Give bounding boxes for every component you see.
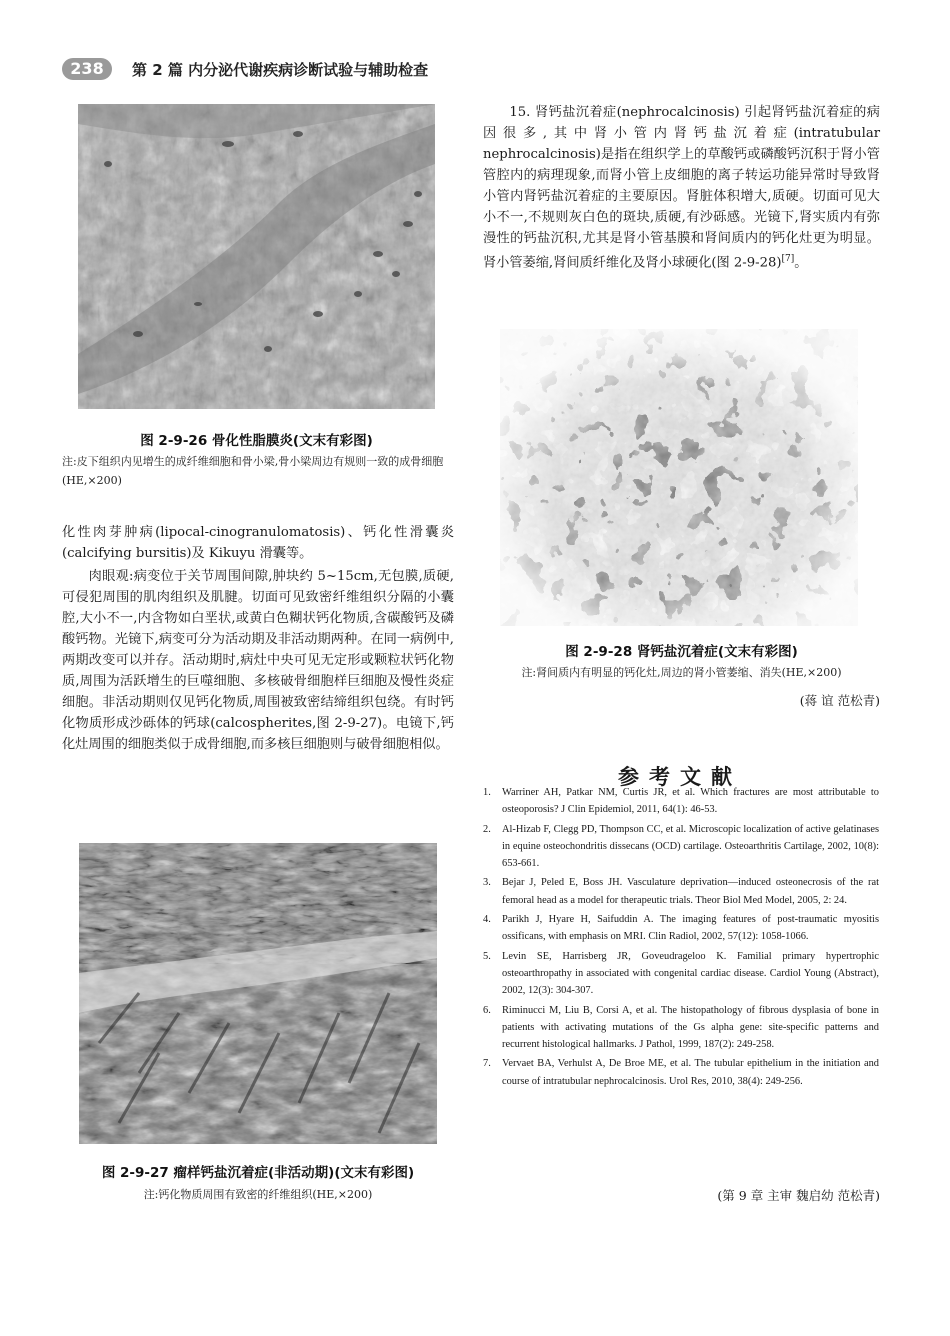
reference-number: 4. (483, 914, 491, 926)
reference-number: 3. (483, 877, 491, 889)
right-paragraph-15 (483, 102, 880, 273)
figure-2-9-28-caption: 图 2-9-28 肾钙盐沉着症(文末有彩图) (565, 644, 798, 660)
reference-item (483, 948, 879, 1000)
reference-text: Parikh J, Hyare H, Saifuddin A. The imaging features of post-traumatic myositis ossificans, with emphasis on MRI. Clin Radiol, 2002, 57(12): 1058-1066. (502, 914, 879, 943)
reference-item (483, 911, 879, 946)
references-list (483, 784, 879, 1092)
reference-number: 1. (483, 787, 491, 798)
reference-item (483, 821, 879, 873)
reference-item (483, 1055, 879, 1090)
reference-item (483, 784, 879, 819)
reference-text: Al-Hizab F, Clegg PD, Thompson CC, et al. Microscopic localization of active gelatinases in equine osteochondritis dissecans (OCD) cartilage. Osteoarthritis Cartilage, 2002, 10(8): 653-661. (502, 823, 879, 870)
reference-number: 7. (483, 1058, 491, 1070)
left-paragraph-2 (62, 566, 454, 755)
citation-7: [7] (781, 254, 795, 264)
figure-2-9-27-caption: 图 2-9-27 瘤样钙盐沉着症(非活动期)(文末有彩图) (101, 1165, 415, 1181)
figure-2-9-26-caption: 图 2-9-26 骨化性脂膜炎(文末有彩图) (140, 433, 373, 449)
paragraph-15-text: 15. 肾钙盐沉着症(nephrocalcinosis) 引起肾钙盐沉着症的病因很多,其中肾小管内肾钙盐沉着症(intratubular nephrocalcinosis)是指在组织学上的草酸钙或磷酸钙沉积于肾小管管腔内的病理现象,而肾小管上皮细胞的离子转运功能异常时导致肾小管内肾钙盐沉着症的主要原因。肾脏体积增大,质硬。切面可见大小不一,不规则灰白色的斑块,质硬,有沙砾感。光镜下,肾实质内有弥漫性的钙盐沉积,尤其是肾小管基膜和肾间质内的钙化灶更为明显。肾小管萎缩,肾间质纤维化及肾小球硬化(图 2-9-28) (483, 105, 880, 271)
section-signature: (蒋 谊 范松青) (799, 693, 880, 708)
left-paragraph-2-text: 肉眼观:病变位于关节周围间隙,肿块约 5~15cm,无包膜,质硬,可侵犯周围的肌肉组织及肌腱。切面可见致密纤维组织分隔的小囊腔,大小不一,内含物如白垩状,或黄白色糊状钙化物质,含碳酸钙及磷酸钙物。光镜下,病变可分为活动期及非活动期两种。在同一病例中,两期改变可以并存。活动期时,病灶中央可见无定形或颗粒状钙化物质,周围为活跃增生的巨噬细胞、多核破骨细胞样巨细胞及慢性炎症细胞。非活动期则仅见钙化物质,周围被致密结缔组织包绕。有时钙化物质形成沙砾体的钙球(calcospherites,图 2-9-27)。电镜下,钙化灶周围的细胞类似于成骨细胞,而多核巨细胞则与破骨细胞相似。 (62, 569, 454, 752)
references-title: 参考文献 (618, 764, 742, 789)
reference-item (483, 874, 879, 909)
reference-number: 5. (483, 950, 491, 962)
figure-2-9-26-note: 注:皮下组织内见增生的成纤维细胞和骨小梁,骨小梁周边有规则一致的成骨细胞(HE,×200) (62, 455, 444, 487)
reference-text: Riminucci M, Liu B, Corsi A, et al. The histopathology of fibrous dysplasia of bone in patients with activating mutations of the Gs alpha gene: site-specific patterns and recurrent histological hallmarks. J Pathol, 1999, 187(2): 249-258. (502, 1004, 879, 1051)
figure-2-9-27-image (79, 843, 437, 1144)
reference-number: 2. (483, 823, 491, 835)
left-paragraph-1: 化性肉芽肿病(lipocal-cinogranulomatosis)、钙化性滑囊炎(calcifying bursitis)及 Kikuyu 滑囊等。 (62, 525, 454, 561)
reference-text: Levin SE, Harrisberg JR, Goveudrageloo K. Familial primary hypertrophic osteoarthropathy in associated with congenital cardiac disease. Cardiol Young (Abstract), 2002, 12(3): 304-307. (502, 950, 879, 997)
figure-2-9-28-image (500, 329, 858, 626)
figure-2-9-28-note: 注:肾间质内有明显的钙化灶,周边的肾小管萎缩、消失(HE,×200) (521, 666, 842, 679)
reference-text: Bejar J, Peled E, Boss JH. Vasculature deprivation—induced osteonecrosis of the rat femoral head as a model for therapeutic trials. Theor Biol Med Model, 2005, 2: 24. (502, 877, 879, 906)
reference-text: Vervaet BA, Verhulst A, De Broe ME, et al. The tubular epithelium in the initiation and course of intratubular nephrocalcinosis. Urol Res, 2010, 38(4): 249-256. (502, 1058, 879, 1087)
chapter-signature: (第 9 章 主审 魏启幼 范松青) (717, 1188, 880, 1203)
reference-number: 6. (483, 1004, 491, 1016)
reference-item (483, 1002, 879, 1054)
running-title: 第 2 篇 内分泌代谢疾病诊断试验与辅助检查 (132, 61, 429, 79)
figure-2-9-26-image (78, 104, 435, 409)
reference-text: Warriner AH, Patkar NM, Curtis JR, et al. Which fractures are most attributable to osteoporosis? J Clin Epidemiol, 2011, 64(1): 46-53. (502, 787, 879, 816)
page-header (62, 58, 892, 82)
paragraph-15-end: 。 (794, 255, 808, 271)
figure-2-9-27-note: 注:钙化物质周围有致密的纤维组织(HE,×200) (143, 1188, 373, 1201)
page-number: 238 (62, 58, 112, 80)
